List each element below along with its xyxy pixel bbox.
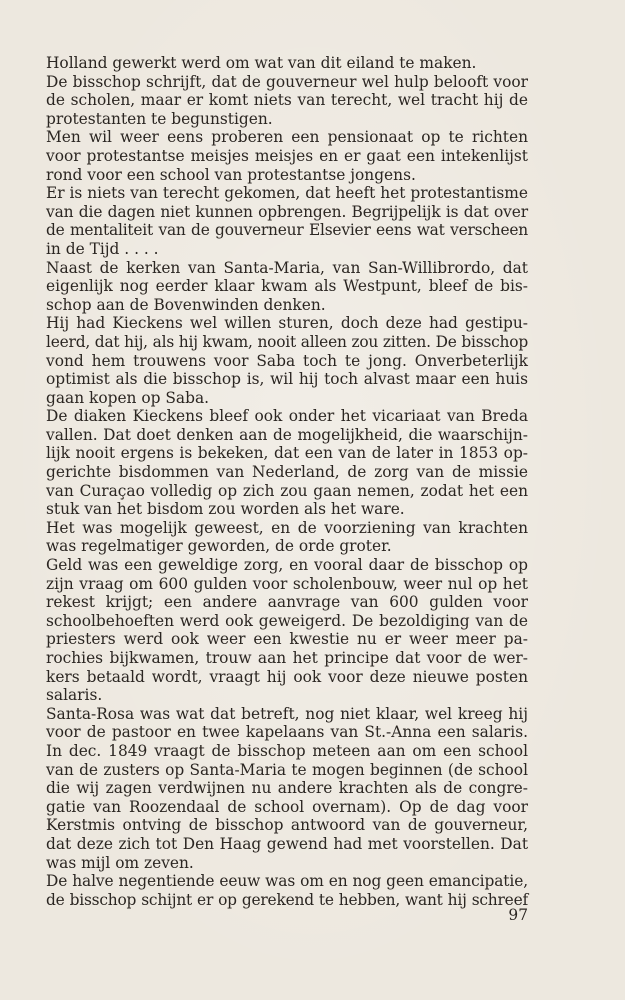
text-line: van die dagen niet kunnen opbrengen. Begrijpelijk is dat over: [46, 202, 528, 221]
text-line: voor protestantse meisjes meisjes en er gaat een intekenlijst: [46, 146, 528, 165]
text-line: de scholen, maar er komt niets van terecht, wel tracht hij de: [46, 91, 528, 110]
text-line: Het was mogelijk geweest, en de voorziening van krachten: [46, 518, 528, 537]
text-line: schoolbehoeften werd ook geweigerd. De bezoldiging van de: [46, 611, 528, 630]
text-line: leerd, dat hij, als hij kwam, nooit alleen zou zitten. De bisschop: [46, 332, 528, 351]
text-line: protestanten te begunstigen.: [46, 109, 273, 128]
text-line: stuk van het bisdom zou worden als het ware.: [46, 500, 405, 519]
text-line: rond voor een school van protestantse jongens.: [46, 165, 416, 184]
body-text: [46, 54, 528, 909]
text-line: eigenlijk nog eerder klaar kwam als Westpunt, bleef de bis-: [46, 277, 528, 296]
text-line: Men wil weer eens proberen een pensionaat op te richten: [46, 128, 528, 147]
text-line: was mijl om zeven.: [46, 853, 194, 872]
text-line: lijk nooit ergens is bekeken, dat een van de later in 1853 op-: [46, 444, 528, 463]
text-line: schop aan de Bovenwinden denken.: [46, 295, 326, 314]
text-line: Naast de kerken van Santa-Maria, van San-Willibrordo, dat: [46, 258, 528, 277]
text-line: De bisschop schrijft, dat de gouverneur wel hulp belooft voor: [46, 72, 528, 91]
text-line: gaan kopen op Saba.: [46, 388, 210, 407]
text-line: Kerstmis ontving de bisschop antwoord van de gouverneur,: [46, 816, 528, 835]
text-line: rekest krijgt; een andere aanvrage van 600 gulden voor: [46, 593, 528, 612]
text-line: De halve negentiende eeuw was om en nog geen emancipatie,: [46, 872, 528, 891]
text-line: In dec. 1849 vraagt de bisschop meteen aan om een school: [46, 741, 528, 760]
text-line: dat deze zich tot Den Haag gewend had met voorstellen. Dat: [46, 834, 528, 853]
text-line: Er is niets van terecht gekomen, dat heeft het protestantisme: [46, 184, 528, 203]
text-line: rochies bijkwamen, trouw aan het principe dat voor de wer-: [46, 649, 528, 667]
text-line: salaris.: [46, 686, 103, 705]
text-line: kers betaald wordt, vraagt hij ook voor deze nieuwe posten: [46, 667, 528, 686]
page-number: 97: [508, 906, 528, 924]
text-line: vond hem trouwens voor Saba toch te jong. Onverbeterlijk: [46, 351, 528, 370]
text-line: Holland gewerkt werd om wat van dit eiland te maken.: [46, 54, 477, 72]
text-line: Hij had Kieckens wel willen sturen, doch deze had gestipu-: [46, 314, 528, 333]
text-line: was regelmatiger geworden, de orde groter.: [46, 537, 392, 556]
text-line: in de Tijd . . . .: [46, 239, 159, 258]
text-line: van de zusters op Santa-Maria te mogen beginnen (de school: [46, 760, 528, 779]
text-line: van Curaçao volledig op zich zou gaan nemen, zodat het een: [46, 481, 528, 500]
text-line: zijn vraag om 600 gulden voor scholenbouw, weer nul op het: [46, 574, 528, 593]
text-line: die wij zagen verdwijnen nu andere krachten als de congre-: [46, 779, 528, 798]
text-line: Geld was een geweldige zorg, en vooral daar de bisschop op: [46, 556, 528, 575]
text-line: de mentaliteit van de gouverneur Elsevier eens wat verscheen: [46, 221, 528, 240]
text-line: vallen. Dat doet denken aan de mogelijkheid, die waarschijn-: [46, 425, 528, 444]
text-line: De diaken Kieckens bleef ook onder het vicariaat van Breda: [46, 407, 528, 426]
text-line: gerichte bisdommen van Nederland, de zorg van de missie: [46, 463, 528, 482]
text-line: gatie van Roozendaal de school overnam). Op de dag voor: [46, 797, 528, 816]
text-line: de bisschop schijnt er op gerekend te hebben, want hij schreef: [46, 890, 528, 909]
text-line: priesters werd ook weer een kwestie nu er weer meer pa-: [46, 630, 528, 649]
text-line: Santa-Rosa was wat dat betreft, nog niet klaar, wel kreeg hij: [46, 704, 528, 723]
text-line: voor de pastoor en twee kapelaans van St.-Anna een salaris.: [46, 723, 528, 742]
text-line: optimist als die bisschop is, wil hij toch alvast maar een huis: [46, 370, 528, 389]
